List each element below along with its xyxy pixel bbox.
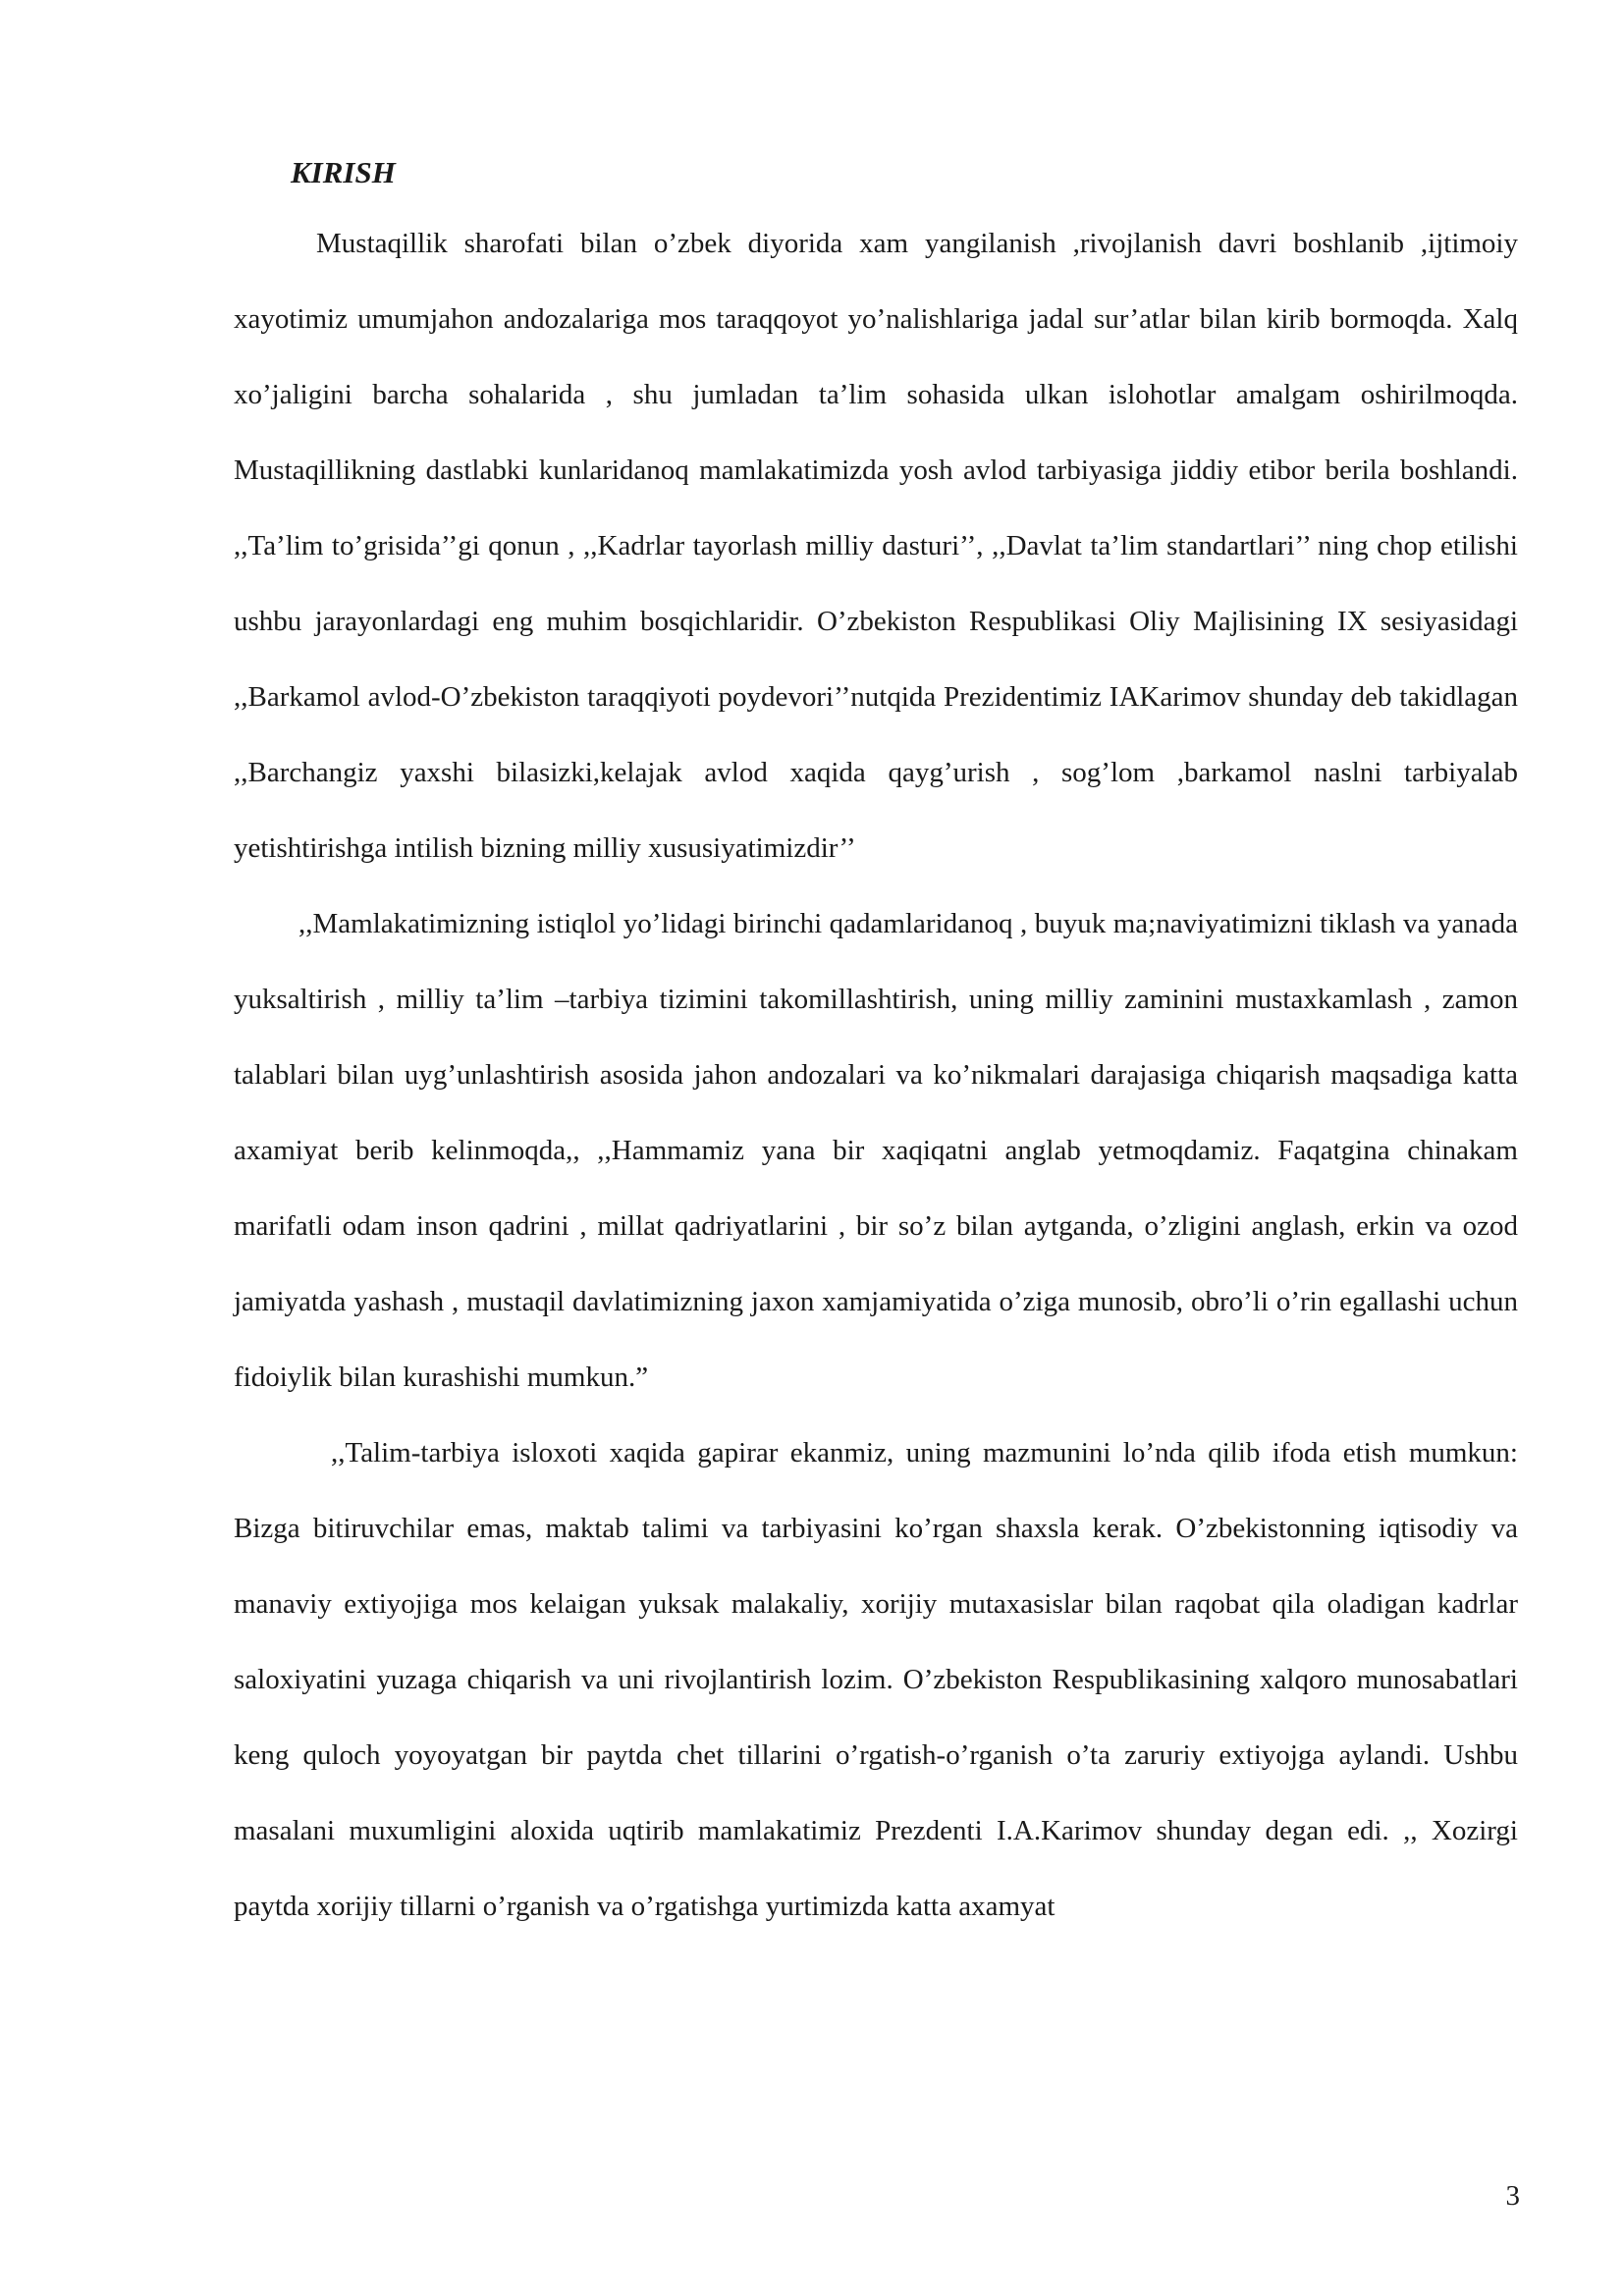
paragraph-2: ,,Mamlakatimizning istiqlol yo’lidagi birinchi qadamlaridanoq , buyuk ma;naviyatimizni tiklash va yanada yuksaltirish , milliy ta’lim –tarbiya tizimini takomillashtirish, uning milliy zaminini mustaxkamlash , zamon talablari bilan uyg’unlashtirish asosida jahon andozalari va ko’nikmalari darajasiga chiqarish maqsadiga katta axamiyat berib kelinmoqda,, ,,Hammamiz yana bir xaqiqatni anglab yetmoqdamiz. Faqatgina chinakam marifatli odam inson qadrini , millat qadriyatlarini , bir so’z bilan aytganda, o’zligini anglash, erkin va ozod jamiyatda yashash , mustaqil davlatimizning jaxon xamjamiyatida o’ziga munosib, obro’li o’rin egallashi uchun fidoiylik bilan kurashishi mumkun.” [234,908,1518,1393]
body-text [234,206,1518,1945]
page-number: 3 [1505,2180,1520,2212]
paragraph-3: ,,Talim-tarbiya isloxoti xaqida gapirar ekanmiz, uning mazmunini lo’nda qilib ifoda etish mumkun: Bizga bitiruvchilar emas, maktab talimi va tarbiyasini ko’rgan shaxsla kerak. O’zbekistonning iqtisodiy va manaviy extiyojiga mos kelaigan yuksak malakaliy, xorijiy mutaxasislar bilan raqobat qila oladigan kadrlar saloxiyatini yuzaga chiqarish va uni rivojlantirish lozim. O’zbekiston Respublikasining xalqoro munosabatlari keng quloch yoyoyatgan bir paytda chet tillarini o’rgatish-o’rganish o’ta zaruriy extiyojga aylandi. Ushbu masalani muxumligini aloxida uqtirib mamlakatimiz Prezdenti I.A.Karimov shunday degan edi. ,, Xozirgi paytda xorijiy tillarni o’rganish va o’rgatishga yurtimizda katta axamyat [234,1437,1518,1922]
section-heading: KIRISH [291,155,396,189]
paragraph-1: Mustaqillik sharofati bilan o’zbek diyorida xam yangilanish ,rivojlanish davri boshlanib ,ijtimoiy xayotimiz umumjahon andozalariga mos taraqqoyot yo’nalishlariga jadal sur’atlar bilan kirib bormoqda. Xalq xo’jaligini barcha sohalarida , shu jumladan ta’lim sohasida ulkan islohotlar amalgam oshirilmoqda. Mustaqillikning dastlabki kunlaridanoq mamlakatimizda yosh avlod tarbiyasiga jiddiy etibor berila boshlandi. ,,Ta’lim to’grisida’’gi qonun , ,,Kadrlar tayorlash milliy dasturi’’, ,,Davlat ta’lim standartlari’’ ning chop etilishi ushbu jarayonlardagi eng muhim bosqichlaridir. O’zbekiston Respublikasi Oliy Majlisining IX sesiyasidagi ,,Barkamol avlod-O’zbekiston taraqqiyoti poydevori’’nutqida Prezidentimiz IAKarimov shunday deb takidlagan ,,Barchangiz yaxshi bilasizki,kelajak avlod xaqida qayg’urish , sog’lom ,barkamol naslni tarbiyalab yetishtirishga intilish bizning milliy xususiyatimizdir’’ [234,228,1518,864]
